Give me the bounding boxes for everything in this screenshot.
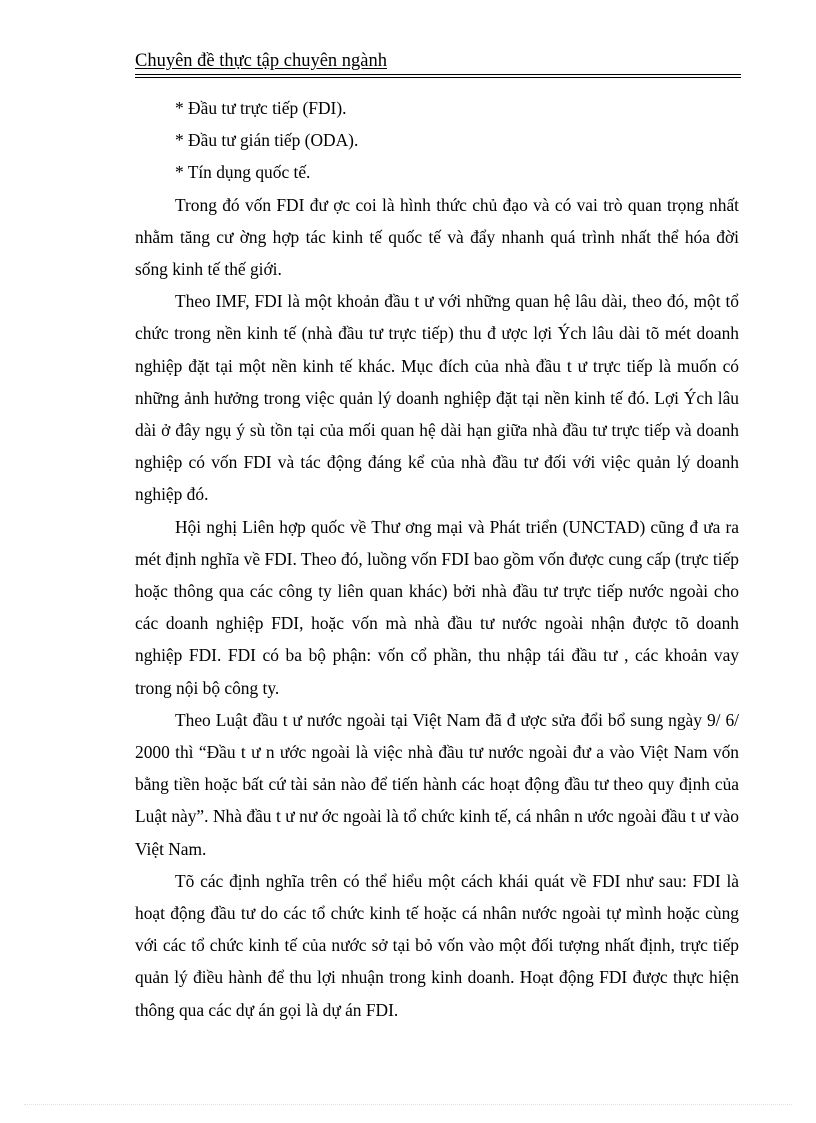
paragraph: Tõ các định nghĩa trên có thể hiểu một cách khái quát về FDI như sau: FDI là hoạt động đầu tư do các tổ chức kinh tế hoặc cá nhân nước ngoài tự mình hoặc cùng với các tổ chức kinh tế của nước sở tại bỏ vốn vào một đối tượng nhất định, trực tiếp quản lý điều hành để thu lợi nhuận trong kinh doanh. Hoạt động FDI được thực hiện thông qua các dự án gọi là dự án FDI. xyxy=(135,870,739,1020)
bullet-item: * Đầu tư gián tiếp (ODA). xyxy=(175,130,359,151)
paragraph: Theo Luật đầu t ư nước ngoài tại Việt Nam đã đ ược sửa đổi bổ sung ngày 9/ 6/ 2000 thì “Đầu t ư n ước ngoài là việc nhà đầu tư nước ngoài đư a vào Việt Nam vốn bằng tiền hoặc bất cứ tài sản nào để tiến hành các hoạt động đầu tư theo quy định của Luật này”. Nhà đầu t ư nư ớc ngoài là tổ chức kinh tế, cá nhân n ước ngoài đầu t ư vào Việt Nam. xyxy=(135,709,739,859)
page-header xyxy=(135,50,741,78)
bullet-item: * Tín dụng quốc tế. xyxy=(175,162,311,183)
paragraph: Hội nghị Liên hợp quốc về Thư ơng mại và Phát triển (UNCTAD) cũng đ ưa ra mét định nghĩa về FDI. Theo đó, luồng vốn FDI bao gồm vốn được cung cấp (trực tiếp hoặc thông qua các công ty liên quan khác) bởi nhà đầu tư trực tiếp nước ngoài cho các doanh nghiệp FDI, hoặc vốn mà nhà đầu tư nước ngoài nhận được tõ doanh nghiệp FDI. FDI có ba bộ phận: vốn cổ phần, thu nhập tái đầu tư , các khoản vay trong nội bộ công ty. xyxy=(135,516,739,698)
bullet-item: * Đầu tư trực tiếp (FDI). xyxy=(175,98,347,118)
paragraph: Theo IMF, FDI là một khoản đầu t ư với những quan hệ lâu dài, theo đó, một tổ chức trong nền kinh tế (nhà đầu tư trực tiếp) thu đ ược lợi Ých lâu dài tõ mét doanh nghiệp đặt tại một nền kinh tế khác. Mục đích của nhà đầu t ư trực tiếp là muốn có những ảnh hưởng trong việc quản lý doanh nghiệp đặt tại nền kinh tế đó. Lợi Ých lâu dài ở đây ngụ ý sù tồn tại của mối quan hệ dài hạn giữa nhà đầu tư trực tiếp và doanh nghiệp có vốn FDI và tác động đáng kể của nhà đầu tư đối với việc quản lý doanh nghiệp đó. xyxy=(135,291,739,505)
header-title: Chuyên đề thực tập chuyên ngành xyxy=(135,51,387,71)
header-double-rule xyxy=(135,74,741,78)
document-body xyxy=(135,92,739,1026)
page-bottom-divider xyxy=(24,1104,792,1105)
paragraph: Trong đó vốn FDI đư ợc coi là hình thức chủ đạo và có vai trò quan trọng nhất nhằm tăng cư ờng hợp tác kinh tế quốc tế và đẩy nhanh quá trình nhất thể hóa đời sống kinh tế thế giới. xyxy=(135,194,739,280)
